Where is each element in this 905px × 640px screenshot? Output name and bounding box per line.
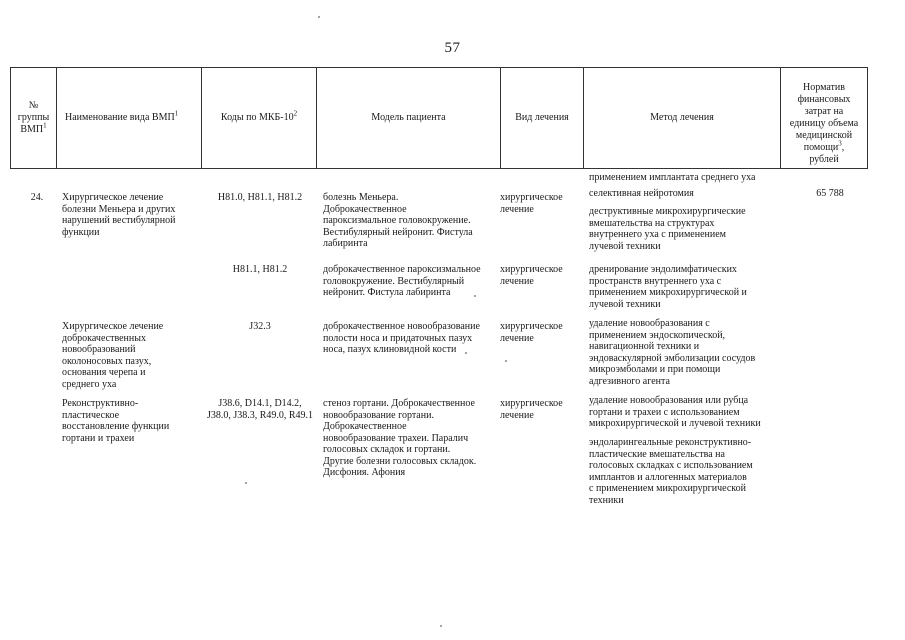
row-patient-model: доброкачественное новообразование полости носа и придаточных пазух носа, пазух клиновидной кости	[323, 321, 480, 355]
row-icd-codes: J32.3	[249, 321, 271, 332]
scan-speck	[440, 625, 442, 627]
row-vmp-name: Хирургическое лечение доброкачественных новообразований околоносовых пазух, основания черепа и среднего уха	[62, 321, 164, 390]
header-cost-norm: Норматив финансовых затрат на единицу объема медицинской помощи$^3$, рублей	[781, 68, 868, 169]
row-group-number: 24.	[30, 192, 44, 203]
row-icd-codes: H81.0, H81.1, H81.2	[217, 192, 303, 203]
scan-speck	[318, 16, 320, 18]
row-treatment-type: хирургическое лечение	[500, 398, 563, 421]
row-patient-model: доброкачественное пароксизмальное головокружение. Вестибулярный нейронит. Фистула лабиринта	[323, 264, 481, 298]
row-treatment-method: деструктивные микрохирургические вмешательства на структурах внутреннего уха с применением лучевой техники	[589, 206, 746, 252]
continued-method: применением имплантата среднего уха	[589, 172, 756, 183]
row-patient-model: стеноз гортани. Доброкачественное новообразование гортани. Доброкачественное новообразование трахеи. Паралич голосовых складок и гортани. Другие болезни голосовых складок. Дисфония. Афония	[323, 398, 477, 478]
header-patient-model: Модель пациента	[317, 68, 501, 169]
row-treatment-method: удаление новообразования или рубца гортани и трахеи с использованием микрохирургической и лучевой техники	[589, 395, 761, 429]
row-vmp-name: Хирургическое лечение болезни Меньера и других нарушений вестибулярной функции	[62, 192, 176, 238]
row-vmp-name: Реконструктивно- пластическое восстановление функции гортани и трахеи	[62, 398, 170, 444]
row-treatment-type: хирургическое лечение	[500, 321, 563, 344]
row-patient-model: болезнь Меньера. Доброкачественное пароксизмальное головокружение. Вестибулярный нейронит. Фистула лабиринта	[323, 192, 473, 249]
row-treatment-type: хирургическое лечение	[500, 192, 563, 215]
header-treatment-type: Вид лечения	[501, 68, 584, 169]
scan-speck	[474, 295, 476, 297]
row-treatment-type: хирургическое лечение	[500, 264, 563, 287]
scan-speck	[505, 360, 507, 362]
scan-speck	[465, 352, 467, 354]
row-treatment-method: удаление новообразования с применением эндоскопической, навигационной техники и эндоваскулярной эмболизации сосудов микроэмболами и при помощи адгезивного агента	[589, 318, 756, 387]
header-treatment-method: Метод лечения	[584, 68, 781, 169]
header-group-number: № группы ВМП$^1$	[11, 68, 57, 169]
row-treatment-method: дренирование эндолимфатических пространств внутреннего уха с применением микрохирургической и лучевой техники	[589, 264, 747, 310]
table-header	[10, 67, 868, 169]
scan-speck	[245, 482, 247, 484]
row-icd-codes: H81.1, H81.2	[232, 264, 288, 275]
row-treatment-method: селективная нейротомия	[589, 188, 694, 199]
page-number: 57	[444, 40, 461, 56]
header-icd-codes: Коды по МКБ-$10^2$	[202, 68, 317, 169]
header-vmp-name: Наименование вида ВМП$^1$	[57, 68, 202, 169]
row-treatment-method: эндоларингеальные реконструктивно- пластические вмешательства на голосовых складках с использованием имплантов и аллогенных материалов с применением микрохирургической техники	[589, 437, 753, 506]
row-icd-codes: J38.6, D14.1, D14.2, J38.0, J38.3, R49.0, R49.1	[206, 398, 314, 421]
row-cost-norm: 65 788	[816, 188, 844, 199]
